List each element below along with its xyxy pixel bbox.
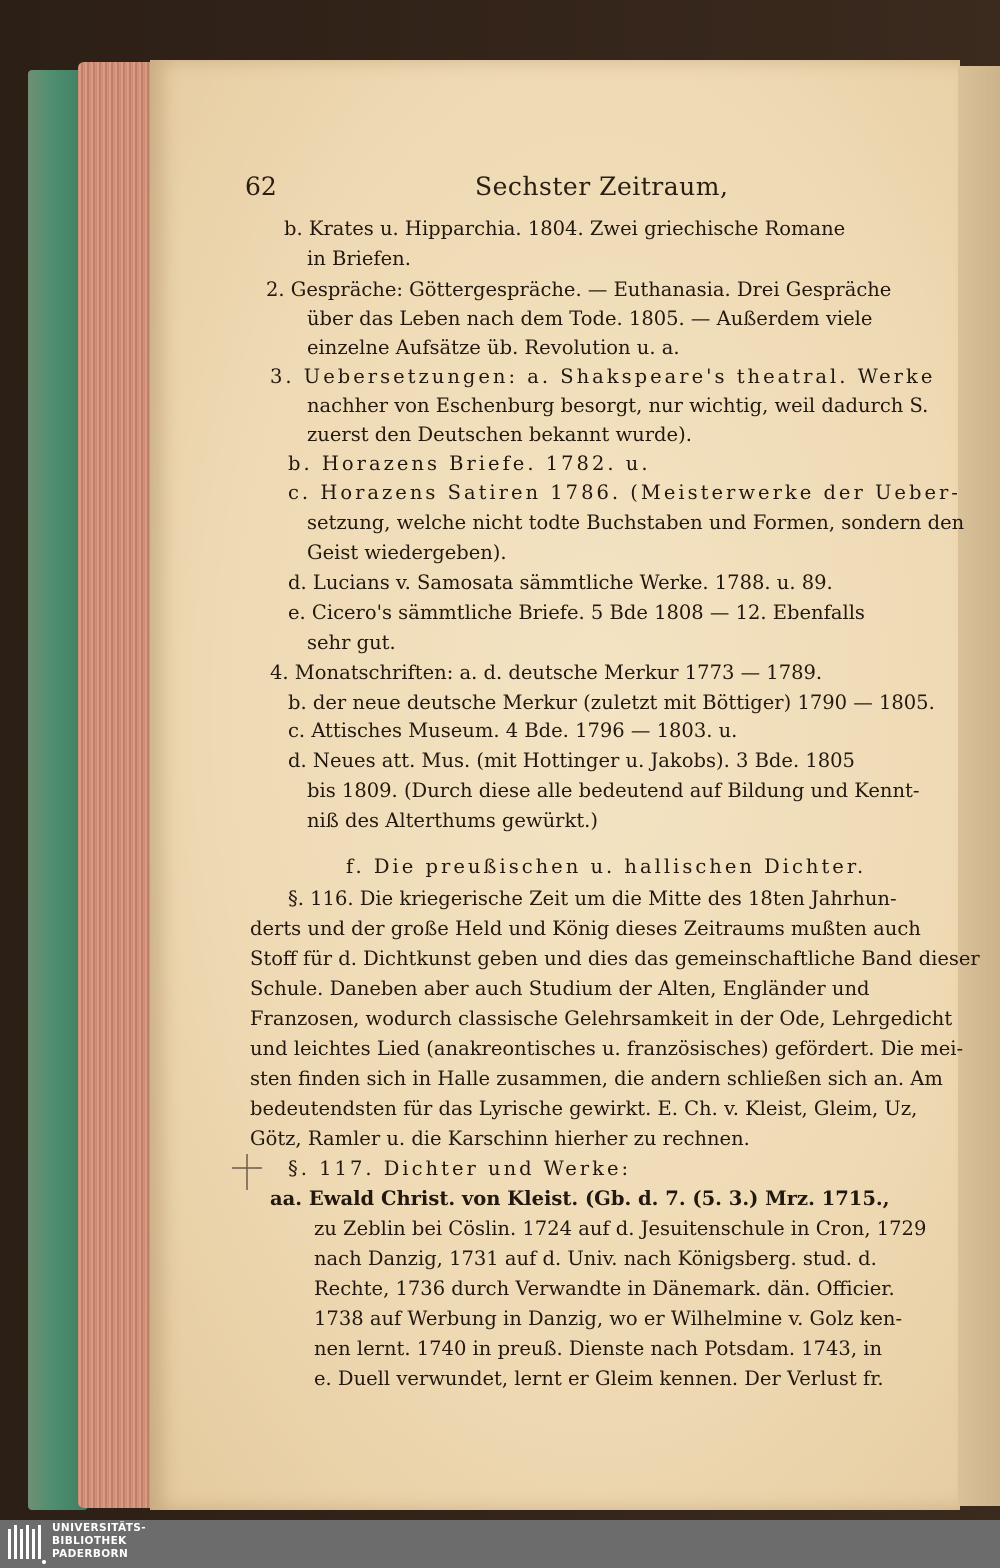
logo-line: BIBLIOTHEK	[52, 1535, 127, 1547]
text-line: niß des Alterthums gewürkt.)	[307, 809, 598, 832]
text-line: b. der neue deutsche Merkur (zuletzt mit Böttiger) 1790 — 1805.	[288, 691, 935, 714]
section-heading: f. Die preußischen u. hallischen Dichter.	[346, 855, 867, 878]
text-line: bis 1809. (Durch diese alle bedeutend auf Bildung und Kennt-	[307, 779, 920, 802]
text-line: Franzosen, wodurch classische Gelehrsamkeit in der Ode, Lehrgedicht	[250, 1007, 953, 1030]
text-line: nach Danzig, 1731 auf d. Univ. nach Königsberg. stud. d.	[314, 1247, 877, 1270]
text-line: einzelne Aufsätze üb. Revolution u. a.	[307, 336, 680, 359]
text-line: 1738 auf Werbung in Danzig, wo er Wilhelmine v. Golz ken-	[314, 1307, 903, 1330]
text-line: 2. Gespräche: Göttergespräche. — Euthanasia. Drei Gespräche	[266, 278, 892, 301]
text-line: Stoff für d. Dichtkunst geben und dies das gemeinschaftliche Band dieser	[250, 947, 980, 970]
footer-bar	[0, 1520, 1000, 1568]
page-header	[245, 170, 895, 206]
text-line: zu Zeblin bei Cöslin. 1724 auf d. Jesuitenschule in Cron, 1729	[314, 1217, 927, 1240]
text-line: Götz, Ramler u. die Karschinn hierher zu rechnen.	[250, 1127, 750, 1150]
logo-line: UNIVERSITÄTS-	[52, 1522, 147, 1534]
text-line: §. 116. Die kriegerische Zeit um die Mitte des 18ten Jahrhun-	[288, 887, 897, 910]
logo-line: PADERBORN	[52, 1548, 129, 1560]
text-line: Rechte, 1736 durch Verwandte in Dänemark. dän. Officier.	[314, 1277, 895, 1300]
text-line: c. Horazens Satiren 1786. (Meisterwerke der Ueber-	[288, 481, 961, 504]
text-line: zuerst den Deutschen bekannt wurde).	[307, 423, 692, 446]
text-line: Geist wiedergeben).	[307, 541, 507, 564]
pencil-cross-mark	[230, 1152, 264, 1192]
text-line: setzung, welche nicht todte Buchstaben und Formen, sondern den	[307, 511, 965, 534]
text-line: derts und der große Held und König dieses Zeitraums mußten auch	[250, 917, 921, 940]
page-number: 62	[245, 172, 277, 201]
text-line: e. Duell verwundet, lernt er Gleim kennen. Der Verlust fr.	[314, 1367, 884, 1390]
text-line: Schule. Daneben aber auch Studium der Alten, Engländer und	[250, 977, 870, 1000]
library-logo-text	[52, 1522, 146, 1561]
text-line: aa. Ewald Christ. von Kleist. (Gb. d. 7. (5. 3.) Mrz. 1715.,	[270, 1187, 890, 1210]
text-line: über das Leben nach dem Tode. 1805. — Außerdem viele	[307, 307, 873, 330]
text-line: bedeutendsten für das Lyrische gewirkt. E. Ch. v. Kleist, Gleim, Uz,	[250, 1097, 918, 1120]
text-line: 4. Monatschriften: a. d. deutsche Merkur 1773 — 1789.	[270, 661, 823, 684]
running-head: Sechster Zeitraum,	[475, 172, 729, 201]
library-logo-icon	[6, 1523, 46, 1565]
text-line: b. Krates u. Hipparchia. 1804. Zwei griechische Romane	[284, 217, 846, 240]
text-line: nen lernt. 1740 in preuß. Dienste nach Potsdam. 1743, in	[314, 1337, 883, 1360]
text-line: und leichtes Lied (anakreontisches u. französisches) gefördert. Die mei-	[250, 1037, 964, 1060]
text-line: 3. Uebersetzungen: a. Shakspeare's theatral. Werke	[270, 365, 936, 388]
text-line: c. Attisches Museum. 4 Bde. 1796 — 1803. u.	[288, 719, 738, 742]
text-line: sehr gut.	[307, 631, 396, 654]
text-line: nachher von Eschenburg besorgt, nur wichtig, weil dadurch S.	[307, 394, 929, 417]
text-line: b. Horazens Briefe. 1782. u.	[288, 452, 651, 475]
text-line: e. Cicero's sämmtliche Briefe. 5 Bde 1808 — 12. Ebenfalls	[288, 601, 865, 624]
text-line: d. Neues att. Mus. (mit Hottinger u. Jakobs). 3 Bde. 1805	[288, 749, 855, 772]
text-line: §. 117. Dichter und Werke:	[288, 1157, 632, 1180]
text-line: sten finden sich in Halle zusammen, die andern schließen sich an. Am	[250, 1067, 943, 1090]
text-line: d. Lucians v. Samosata sämmtliche Werke. 1788. u. 89.	[288, 571, 833, 594]
text-line: in Briefen.	[307, 247, 411, 270]
facing-page-edge	[958, 66, 1000, 1506]
page-edges	[78, 62, 156, 1508]
